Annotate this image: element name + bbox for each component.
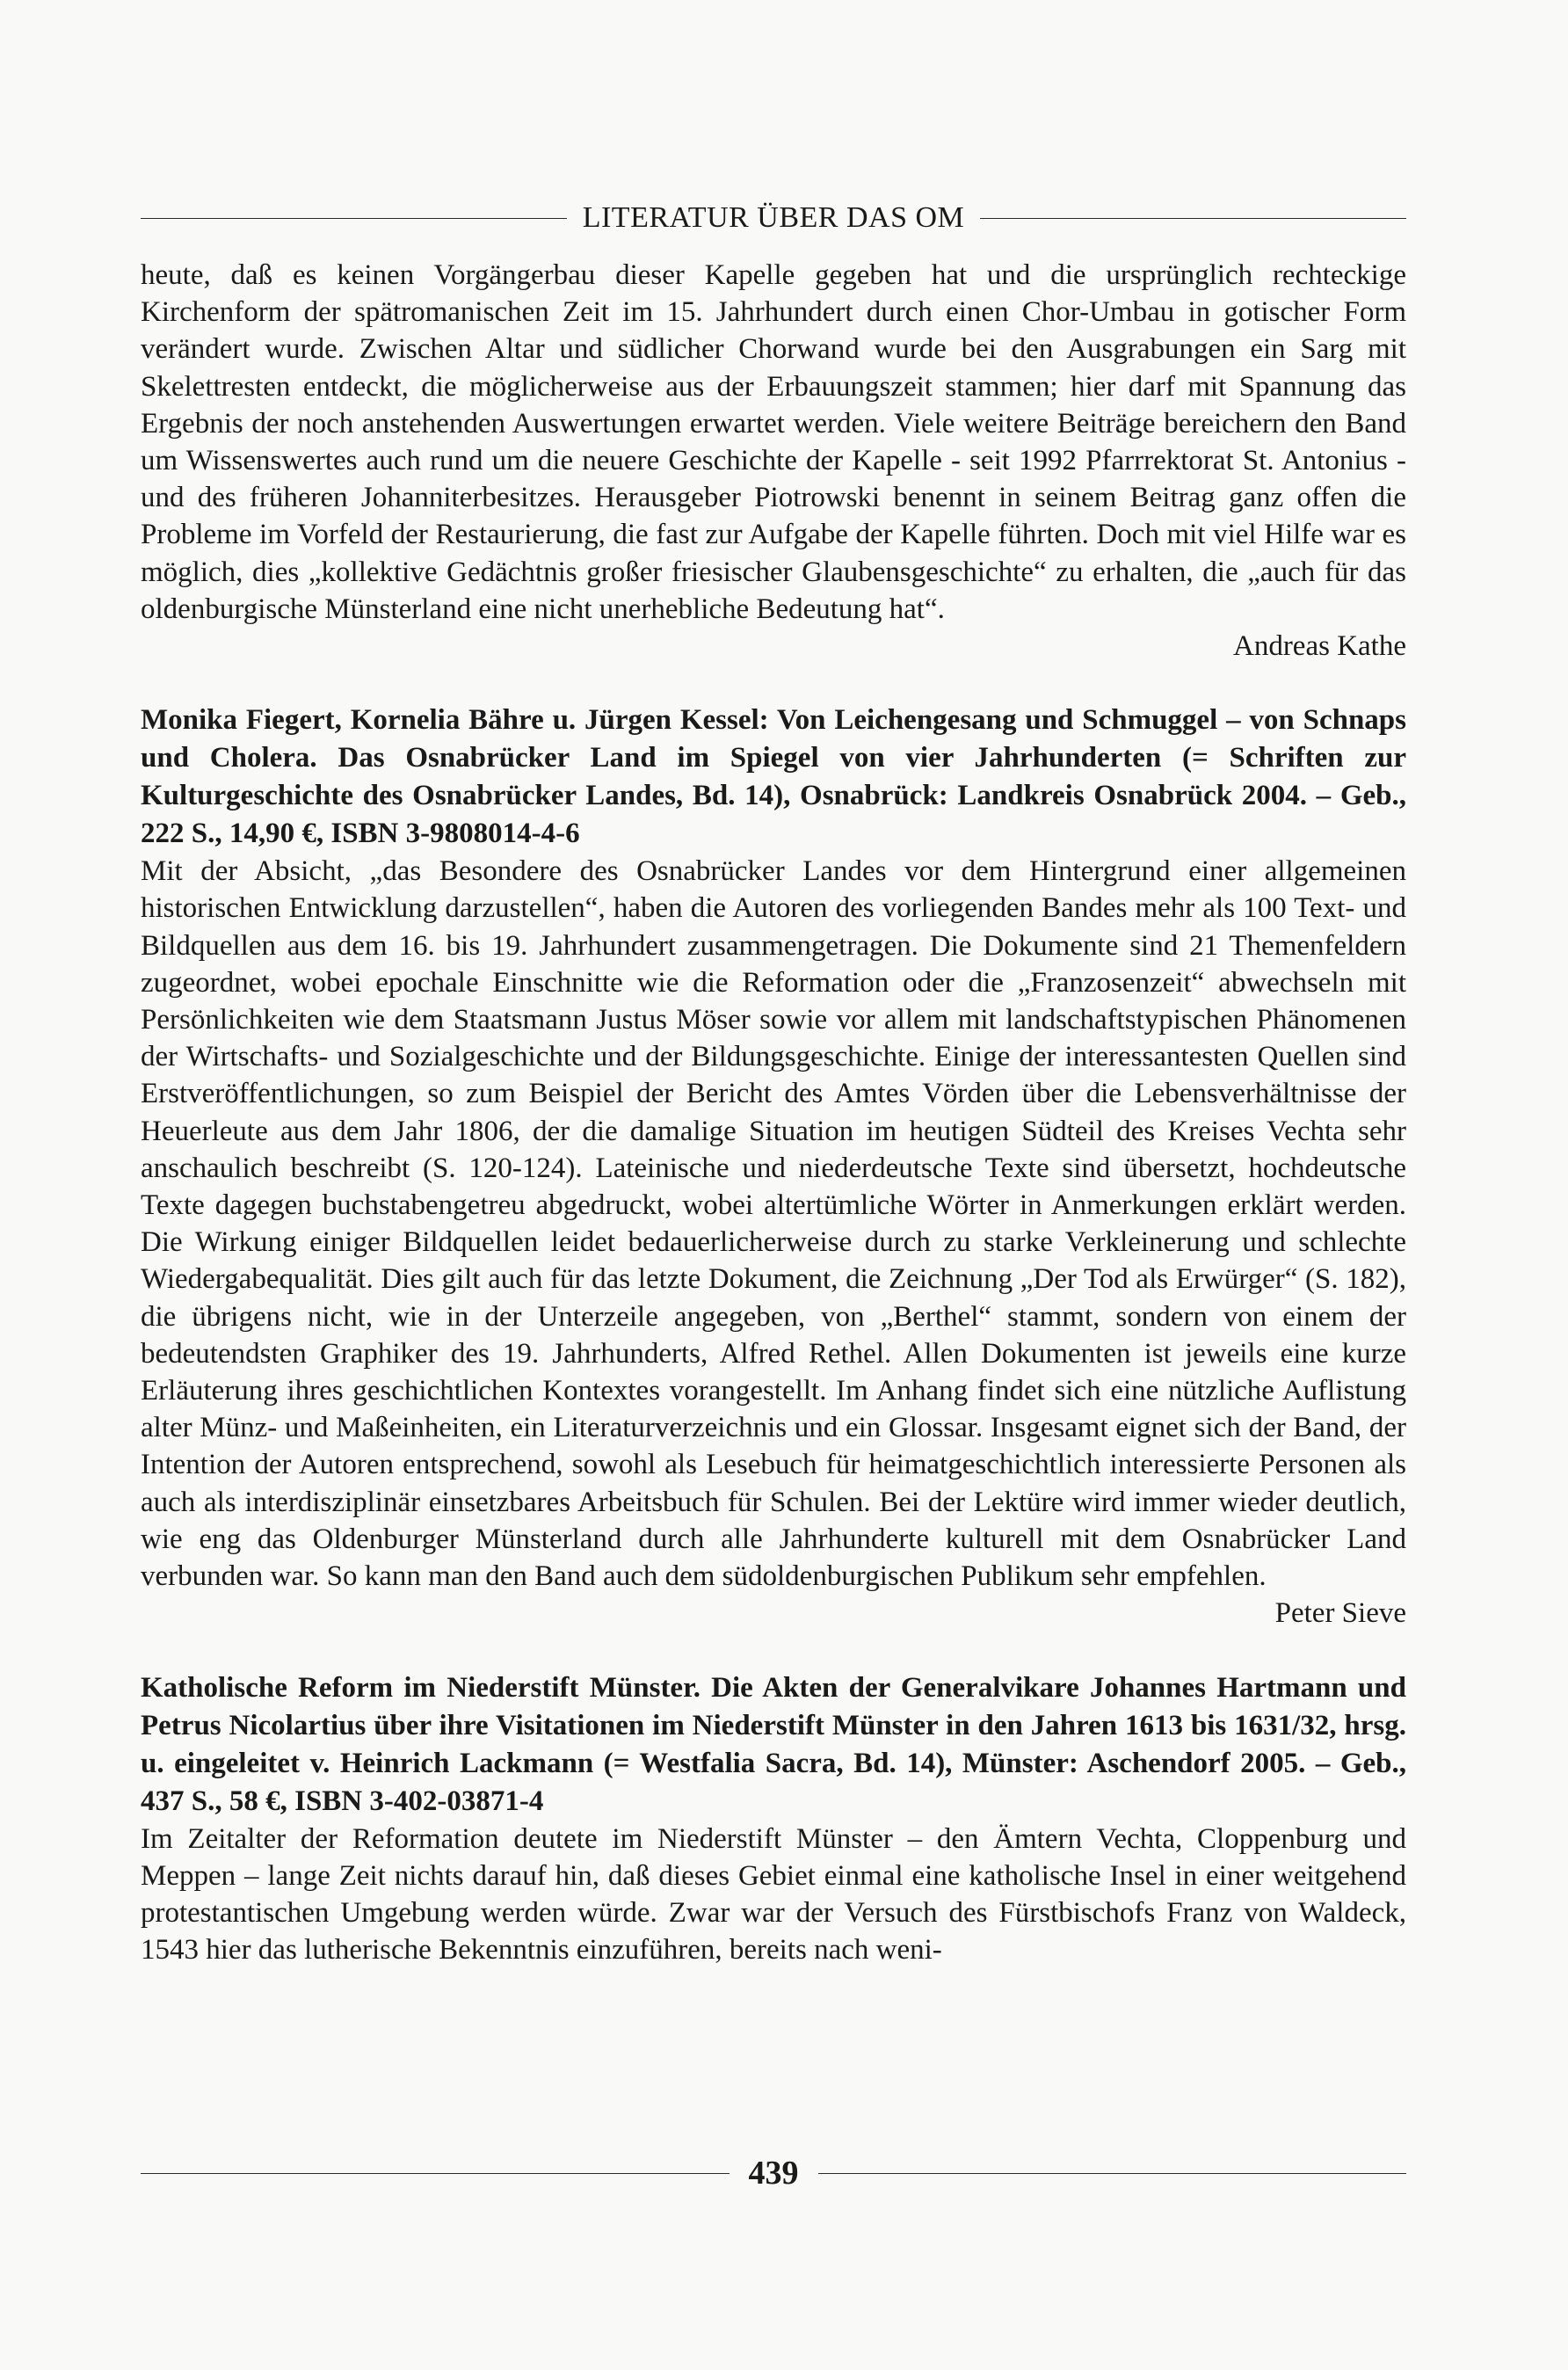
header-rule-right — [980, 218, 1406, 219]
footer-rule-left — [141, 2173, 730, 2174]
running-header — [141, 195, 1406, 241]
continued-review-text: heute, daß es keinen Vorgängerbau dieser Kapelle gegeben hat und die ursprünglich rechteckige Kirchenform der spätromanischen Zeit im 15. Jahrhundert durch einen Chor-Umbau in gotischer Form verändert wurde. Zwischen Altar und südlicher Chorwand wurde bei den Ausgrabungen ein Sarg mit Skelettresten entdeckt, die möglicherweise aus der Erbauungszeit stammen; hier darf mit Spannung das Ergebnis der noch anstehenden Auswertungen erwartet werden. Viele weitere Beiträge bereichern den Band um Wissenswertes auch rund um die neuere Geschichte der Kapelle - seit 1992 Pfarrrektorat St. Antonius - und des früheren Johanniterbesitzes. Herausgeber Piotrowski benennt in seinem Beitrag ganz offen die Probleme im Vorfeld der Restaurierung, die fast zur Aufgabe der Kapelle führten. Doch mit viel Hilfe war es möglich, dies „kollektive Gedächtnis großer friesischer Glaubensgeschichte“ zu erhalten, die „auch für das oldenburgische Münsterland eine nicht unerhebliche Bedeutung hat“. — [141, 259, 1406, 625]
review-text: Mit der Absicht, „das Besondere des Osnabrücker Landes vor dem Hintergrund einer allgemeinen historischen Entwicklung darzustellen“, haben die Autoren des vorliegenden Bandes mehr als 100 Text- und Bildquellen aus dem 16. bis 19. Jahrhundert zusammengetragen. Die Dokumente sind 21 Themenfeldern zugeordnet, wobei epochale Einschnitte wie die Reformation oder die „Franzosenzeit“ abwechseln mit Persönlichkeiten wie dem Staatsmann Justus Möser sowie vor allem mit landschaftstypischen Phänomenen der Wirtschafts- und Sozialgeschichte und der Bildungsgeschichte. Einige der interessantesten Quellen sind Erstveröffentlichungen, so zum Beispiel der Bericht des Amtes Vörden über die Lebensverhältnisse der Heuerleute aus dem Jahr 1806, der die damalige Situation im heutigen Südteil des Kreises Vechta sehr anschaulich beschreibt (S. 120-124). Lateinische und niederdeutsche Texte sind übersetzt, hochdeutsche Texte dagegen buchstabengetreu abgedruckt, wobei altertümliche Wörter in Anmerkungen erklärt werden. Die Wirkung einiger Bildquellen leidet bedauerlicherweise durch zu starke Verkleinerung und schlechte Wiedergabequalität. Dies gilt auch für das letzte Dokument, die Zeichnung „Der Tod als Erwürger“ (S. 182), die übrigens nicht, wie in der Unterzeile angegeben, von „Berthel“ stammt, sondern von einem der bedeutendsten Graphiker des 19. Jahrhunderts, Alfred Rethel. Allen Dokumenten ist jeweils eine kurze Erläuterung ihres geschichtlichen Kontextes vorangestellt. Im Anhang findet sich eine nützliche Auflistung alter Münz- und Maßeinheiten, ein Literaturverzeichnis und ein Glossar. Insgesamt eignet sich der Band, der Intention der Autoren entsprechend, sowohl als Lesebuch für heimatgeschichtlich interessierte Personen als auch als interdisziplinär einsetzbares Arbeitsbuch für Schulen. Bei der Lektüre wird immer wieder deutlich, wie eng das Oldenburger Münsterland durch alle Jahrhunderte kulturell mit dem Osnabrücker Land verbunden war. So kann man den Band auch dem südoldenburgischen Publikum sehr empfehlen. — [141, 855, 1406, 1593]
review-author: Andreas Kathe — [1232, 630, 1406, 663]
page-number: 439 — [748, 2155, 799, 2192]
footer-rule-right — [818, 2173, 1407, 2174]
review-heading: Katholische Reform im Niederstift Münster. Die Akten der Generalvikare Johannes Hartmann und Petrus Nicolartius über ihre Visitationen im Niederstift Münster in den Jahren 1613 bis 1631/32, hrsg. u. eingeleitet v. Heinrich Lackmann (= Westfalia Sacra, Bd. 14), Münster: Aschendorf 2005. – Geb., 437 S., 58 €, ISBN 3-402-03871-4 — [141, 1671, 1406, 1817]
review-heading: Monika Fiegert, Kornelia Bähre u. Jürgen Kessel: Von Leichengesang und Schmuggel – von Schnaps und Cholera. Das Osnabrücker Land im Spiegel von vier Jahrhunderten (= Schriften zur Kulturgeschichte des Osnabrücker Landes, Bd. 14), Osnabrück: Landkreis Osnabrück 2004. – Geb., 222 S., 14,90 €, ISBN 3-9808014-4-6 — [141, 704, 1406, 850]
page-content — [141, 257, 1406, 1968]
review-author: Peter Sieve — [1274, 1597, 1406, 1630]
page-footer — [141, 2147, 1406, 2199]
running-header-title: LITERATUR ÜBER DAS OM — [582, 201, 965, 234]
review-text: Im Zeitalter der Reformation deutete im Niederstift Münster – den Ämtern Vechta, Cloppenburg und Meppen – lange Zeit nichts darauf hin, daß dieses Gebiet einmal eine katholische Insel in einer weitgehend protestantischen Umgebung werden würde. Zwar war der Versuch des Fürstbischofs Franz von Waldeck, 1543 hier das lutherische Bekenntnis einzuführen, bereits nach weni- — [141, 1822, 1406, 1967]
header-rule-left — [141, 218, 567, 219]
